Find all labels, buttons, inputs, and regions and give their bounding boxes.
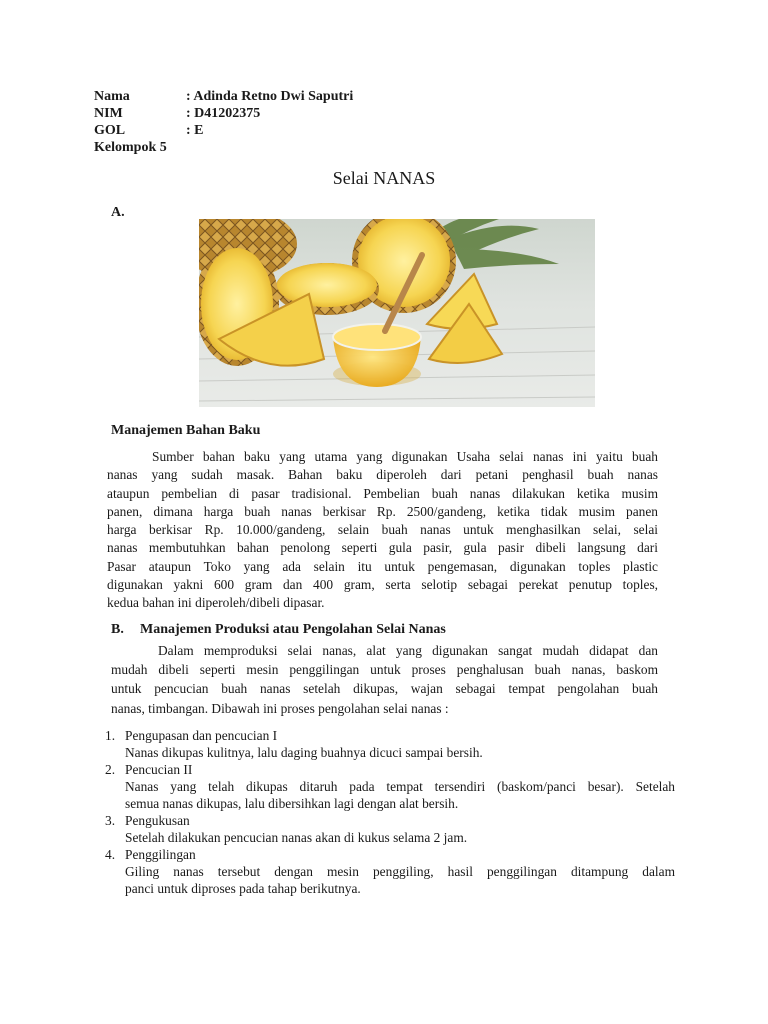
paragraph-line: kedua bahan ini diperoleh/dibeli dipasar. <box>107 595 325 611</box>
step-title: Pengukusan <box>125 813 190 828</box>
paragraph-line: Pasar ataupun Toko yang ada selain itu untuk pengemasan, digunakan toples plastic <box>107 558 658 574</box>
paragraph-line: untuk pencucian buah nanas setelah dikupas, wajan sebagai tempat pengolahan buah <box>111 681 658 697</box>
pineapple-jam-photo <box>199 219 595 407</box>
header-label: GOL <box>94 123 126 138</box>
paragraph-line: mudah dibeli seperti mesin penggilingan untuk proses penghalusan buah nanas, baskom <box>111 662 658 678</box>
step-line: Giling nanas tersebut dengan mesin penggiling, hasil penggilingan ditampung dalam <box>125 864 675 879</box>
step-content <box>125 812 675 846</box>
paragraph-line: Sumber bahan baku yang utama yang digunakan Usaha selai nanas ini yaitu buah <box>152 449 658 464</box>
header-label: Kelompok 5 <box>94 140 167 155</box>
step-number: 2. <box>105 762 116 777</box>
step-number: 4. <box>105 847 116 862</box>
section-b-paragraph <box>111 641 658 718</box>
step-line: Nanas dikupas kulitnya, lalu daging buahnya dicuci sampai bersih. <box>125 745 483 760</box>
section-b-title: Manajemen Produksi atau Pengolahan Selai Nanas <box>140 622 446 637</box>
process-steps-list <box>105 727 675 897</box>
paragraph-line: digunakan yakni 600 gram dan 400 gram, serta selotip sebagai perekat penutup toples, <box>107 577 658 593</box>
step-line: Setelah dilakukan pencucian nanas akan di kukus selama 2 jam. <box>125 830 468 845</box>
header-value: : D41202375 <box>186 106 261 121</box>
list-item <box>105 846 675 897</box>
paragraph-line: panen, dimana harga buah nanas berkisar Rp. 2500/gandeng, ketika tidak musim panen <box>107 503 658 519</box>
list-item <box>105 761 675 812</box>
section-a-label: A. <box>111 205 125 220</box>
header-label: NIM <box>94 106 123 121</box>
step-content <box>125 727 675 761</box>
step-number: 1. <box>105 728 116 743</box>
step-title: Pencucian II <box>125 762 193 777</box>
document-title: Selai NANAS <box>332 168 436 188</box>
step-line: Nanas yang telah dikupas ditaruh pada tempat tersendiri (baskom/panci besar). Setelah <box>125 779 675 794</box>
step-content <box>125 846 675 897</box>
step-line: panci untuk diproses pada tahap berikutnya. <box>125 881 361 896</box>
paragraph-line: Dalam memproduksi selai nanas, alat yang digunakan sangat mudah didapat dan <box>158 643 658 658</box>
section-b-number: B. <box>111 622 124 637</box>
step-number: 3. <box>105 813 116 828</box>
step-content <box>125 761 675 812</box>
section-a-paragraph <box>107 448 658 613</box>
paragraph-line: harga berkisar Rp. 10.000/gandeng, selain buah nanas untuk menghasilkan selai, selai <box>107 522 658 538</box>
list-item <box>105 812 675 846</box>
section-a-heading: Manajemen Bahan Baku <box>111 423 261 438</box>
step-title: Pengupasan dan pencucian I <box>125 728 278 743</box>
paragraph-line: ataupun pembelian di pasar tradisional. Pembelian buah nanas dilakukan ketika musim <box>107 485 658 501</box>
list-item <box>105 727 675 761</box>
paragraph-line: nanas, timbangan. Dibawah ini proses pengolahan selai nanas : <box>111 700 449 716</box>
paragraph-line: nanas membutuhkan bahan penolong seperti gula pasir, gula pasir dibeli langsung dari <box>107 540 658 556</box>
header-value: : Adinda Retno Dwi Saputri <box>186 89 354 104</box>
step-title: Penggilingan <box>125 847 196 862</box>
header-label: Nama <box>94 89 130 104</box>
header-value: : E <box>186 123 204 138</box>
step-line: semua nanas dikupas, lalu dibersihkan lagi dengan alat bersih. <box>125 796 459 811</box>
paragraph-line: nanas yang sudah masak. Bahan baku diperoleh dari petani penghasil buah nanas <box>107 467 658 483</box>
